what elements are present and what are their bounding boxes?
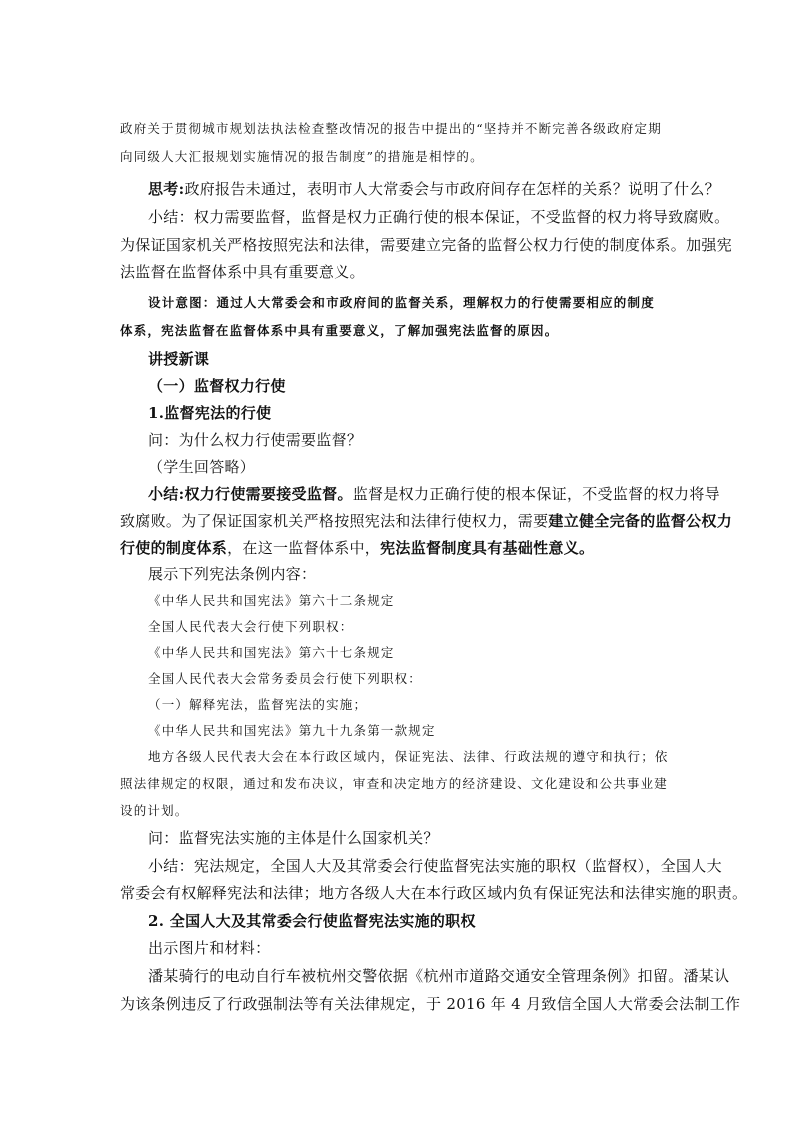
think-text: 政府报告未通过，表明市人大常委会与市政府间存在怎样的关系？说明了什么？ — [184, 180, 720, 198]
design-line-1: 设计意图：通过人大常委会和市政府间的监督关系，理解权力的行使需要相应的制度 — [148, 295, 655, 310]
article-67-title: 《中华人民共和国宪法》第六十七条规定 — [148, 645, 395, 660]
summary2-text-2: 致腐败。为了保证国家机关严格按照宪法和法律行使权力，需要 — [120, 512, 549, 530]
intro-line-1: 政府关于贯彻城市规划法执法检查整改情况的报告中提出的“坚持并不断完善各级政府定期 — [120, 121, 662, 136]
summary2-line-1 — [148, 483, 720, 505]
summary1-line-1: 小结：权力需要监督，监督是权力正确行使的根本保证，不受监督的权力将导致腐败。 — [148, 208, 730, 226]
article-67-item: （一）解释宪法，监督宪法的实施； — [148, 697, 368, 712]
material-intro: 出示图片和材料： — [148, 939, 271, 957]
think-paragraph — [148, 178, 720, 200]
summary3-line-1: 小结：宪法规定，全国人大及其常委会行使监督宪法实施的职权（监督权），全国人大 — [148, 857, 722, 875]
material-line-2: 为该条例违反了行政强制法等有关法律规定，于 2016 年 4 月致信全国人大常委会法制工作 — [120, 995, 741, 1013]
summary2-line-3 — [120, 537, 680, 559]
question2: 问：监督宪法实施的主体是什么国家机关？ — [148, 829, 439, 847]
summary2-bold-2: 建立健全完备的监督公权力 — [548, 512, 733, 530]
article-99-line-2: 照法律规定的权限，通过和发布决议，审查和决定地方的经济建设、文化建设和公共事业建 — [120, 776, 669, 791]
section-heading: （一）监督权力行使 — [148, 377, 286, 395]
article-99-line-3: 设的计划。 — [120, 803, 189, 818]
summary2-label: 小结: — [148, 485, 185, 503]
summary2-text-1: 监督是权力正确行使的根本保证，不受监督的权力将导 — [352, 485, 720, 503]
material-line-1: 潘某骑行的电动自行车被杭州交警依据《杭州市道路交通安全管理条例》扣留。潘某认 — [148, 967, 730, 985]
summary1-line-2: 为保证国家机关严格按照宪法和法律，需要建立完备的监督公权力行使的制度体系。加强宪 — [120, 236, 733, 254]
article-99-title: 《中华人民共和国宪法》第九十九条第一款规定 — [148, 723, 436, 738]
summary2-line-2 — [120, 510, 733, 532]
summary2-bold-3: 行使的制度体系 — [120, 539, 228, 557]
think-label: 思考: — [148, 180, 185, 198]
summary2-bold-1: 权力行使需要接受监督。 — [184, 485, 353, 503]
summary2-bold-4: 宪法监督制度具有基础性意义。 — [380, 539, 595, 557]
summary3-line-2: 常委会有权解释宪法和法律；地方各级人大在本行政区域内负有保证宪法和法律实施的职责。 — [120, 884, 748, 902]
lesson-heading: 讲授新课 — [148, 350, 210, 368]
summary2-text-3: ，在这一监督体系中， — [227, 539, 381, 557]
article-62-text: 全国人民代表大会行使下列职权： — [148, 619, 354, 634]
item2-heading: 2. 全国人大及其常委会行使监督宪法实施的职权 — [148, 912, 476, 930]
article-62-title: 《中华人民共和国宪法》第六十二条规定 — [148, 593, 395, 608]
article-67-text: 全国人民代表大会常务委员会行使下列职权： — [148, 671, 423, 686]
show-intro: 展示下列宪法条例内容： — [148, 565, 317, 583]
design-line-2: 体系，宪法监督在监督体系中具有重要意义，了解加强宪法监督的原因。 — [120, 323, 559, 338]
summary1-line-3: 法监督在监督体系中具有重要意义。 — [120, 263, 365, 281]
question1: 问：为什么权力行使需要监督？ — [148, 431, 363, 449]
intro-line-2: 向同级人大汇报规划实施情况的报告制度”的措施是相悖的。 — [120, 149, 484, 164]
item1-heading: 1.监督宪法的行使 — [148, 404, 272, 422]
article-99-line-1: 地方各级人民代表大会在本行政区域内，保证宪法、法律、行政法规的遵守和执行；依 — [148, 749, 669, 764]
answer1: （学生回答略） — [148, 458, 256, 476]
